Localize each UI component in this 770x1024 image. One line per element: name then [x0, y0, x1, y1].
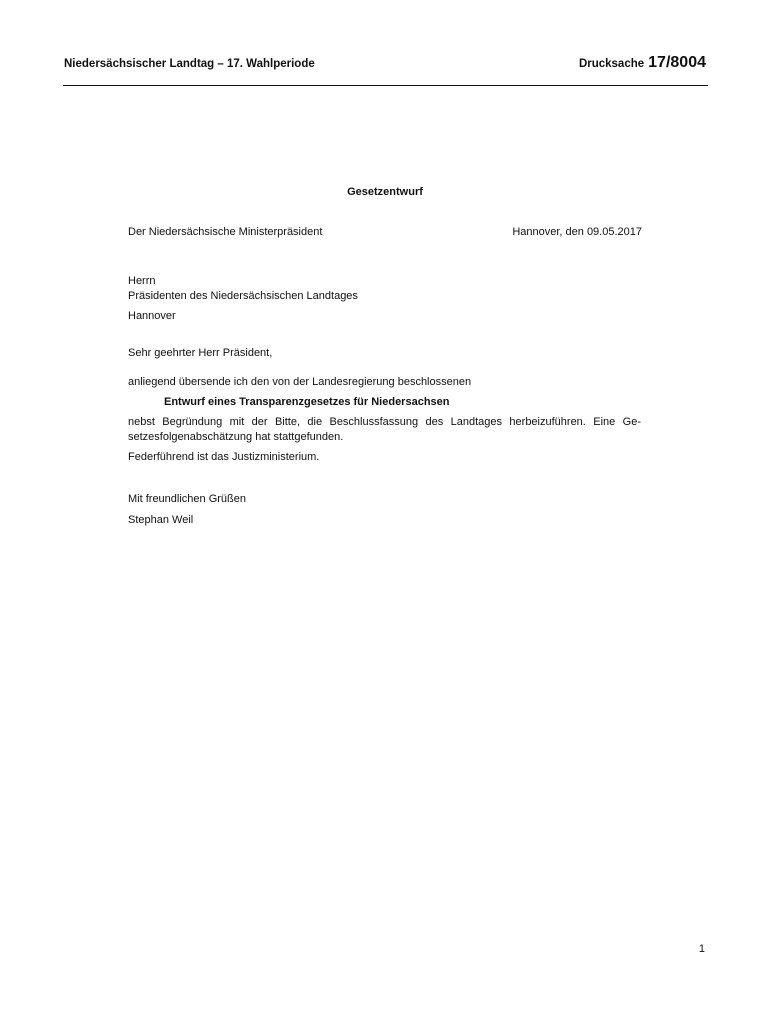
header-divider: [63, 85, 708, 86]
recipient-salutation: Herrn: [128, 275, 156, 287]
body-paragraph-line-2: setzesfolgenabschätzung hat stattgefunden.: [128, 431, 344, 443]
body-paragraph-line-1: nebst Begründung mit der Bitte, die Beschlussfassung des Landtages herbeizuführen. Eine Ge-: [128, 416, 641, 428]
page-number: 1: [698, 943, 705, 955]
drucksache-label: Drucksache: [578, 58, 645, 70]
drucksache-header: [579, 54, 706, 72]
lead-ministry-line: Federführend ist das Justizministerium.: [128, 451, 320, 463]
body-intro: anliegend übersende ich den von der Landesregierung beschlossenen: [128, 376, 472, 388]
document-type-title: Gesetzentwurf: [347, 186, 423, 198]
drucksache-number: 17/8004: [648, 54, 706, 71]
date-line: Hannover, den 09.05.2017: [512, 226, 642, 238]
bill-subject: Entwurf eines Transparenzgesetzes für Niedersachsen: [164, 396, 450, 408]
recipient-title: Präsidenten des Niedersächsischen Landtages: [128, 290, 358, 302]
greeting: Sehr geehrter Herr Präsident,: [128, 347, 273, 359]
sender-line: Der Niedersächsische Ministerpräsident: [128, 226, 323, 238]
closing-line: Mit freundlichen Grüßen: [128, 493, 246, 505]
recipient-city: Hannover: [128, 310, 176, 322]
signature-name: Stephan Weil: [128, 514, 194, 526]
parliament-header: Niedersächsischer Landtag – 17. Wahlperiode: [64, 58, 315, 70]
